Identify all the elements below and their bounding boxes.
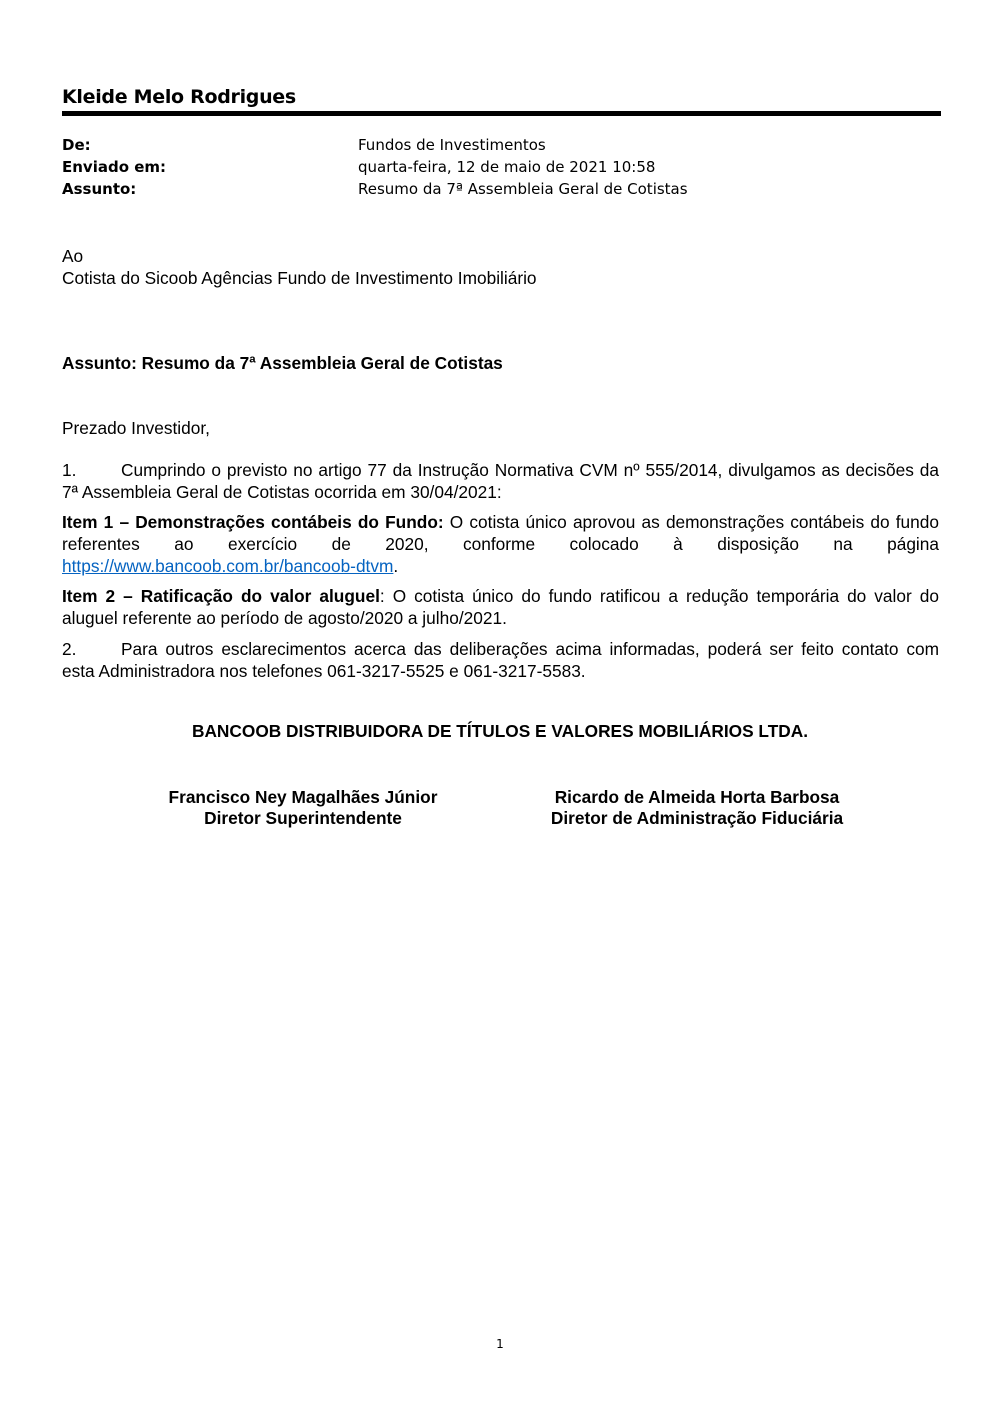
signature-block-2 [487, 787, 907, 829]
paragraph-2-number: 2. [62, 639, 77, 659]
subject-value: Resumo da 7ª Assembleia Geral de Cotistas [358, 180, 688, 198]
addressee-line-1: Ao [62, 246, 84, 266]
bancoob-dtvm-link[interactable]: https://www.bancoob.com.br/bancoob-dtvm [62, 556, 394, 576]
item-1 [62, 511, 939, 577]
item-1-end: . [393, 556, 399, 576]
signatory-1-name: Francisco Ney Magalhães Júnior [168, 787, 438, 807]
signature-block-1 [93, 787, 513, 829]
header-divider [62, 111, 941, 116]
signatory-2-title: Diretor de Administração Fiduciária [550, 808, 844, 828]
item-2-title: Item 2 – Ratificação do valor aluguel [62, 586, 380, 606]
subject-label: Assunto: [62, 180, 137, 198]
signatory-2-name: Ricardo de Almeida Horta Barbosa [554, 787, 840, 807]
page-number: 1 [496, 1337, 504, 1351]
item-2 [62, 585, 939, 629]
greeting: Prezado Investidor, [62, 418, 210, 438]
from-label: De: [62, 136, 91, 154]
addressee-line-2: Cotista do Sicoob Agências Fundo de Investimento Imobiliário [62, 268, 537, 288]
item-1-title: Item 1 – Demonstrações contábeis do Fundo: [62, 512, 444, 532]
sent-label: Enviado em: [62, 158, 167, 176]
sent-value: quarta-feira, 12 de maio de 2021 10:58 [358, 158, 656, 176]
signatory-1-title: Diretor Superintendente [204, 808, 402, 828]
paragraph-2-text: Para outros esclarecimentos acerca das deliberações acima informadas, poderá ser feito contato com esta Administradora nos telefones 061-3217-5525 e 061-3217-5583. [62, 639, 939, 681]
company-name: BANCOOB DISTRIBUIDORA DE TÍTULOS E VALORES MOBILIÁRIOS LTDA. [191, 721, 809, 741]
paragraph-2 [62, 638, 939, 682]
paragraph-1-text: Cumprindo o previsto no artigo 77 da Instrução Normativa CVM nº 555/2014, divulgamos as decisões da 7ª Assembleia Geral de Cotistas ocorrida em 30/04/2021: [62, 460, 939, 502]
paragraph-1-number: 1. [62, 460, 77, 480]
sender-name: Kleide Melo Rodrigues [62, 86, 296, 108]
from-value: Fundos de Investimentos [358, 136, 546, 154]
item-2-text: : O cotista único do fundo ratificou a redução temporária do valor do aluguel referente ao período de agosto/2020 a julho/2021. [62, 586, 939, 628]
letter-subject: Assunto: Resumo da 7ª Assembleia Geral de Cotistas [62, 353, 503, 373]
item-1-text: O cotista único aprovou as demonstrações contábeis do fundo referentes ao exercício de 2020, conforme colocado à disposição na página [62, 512, 939, 554]
paragraph-1 [62, 459, 939, 503]
